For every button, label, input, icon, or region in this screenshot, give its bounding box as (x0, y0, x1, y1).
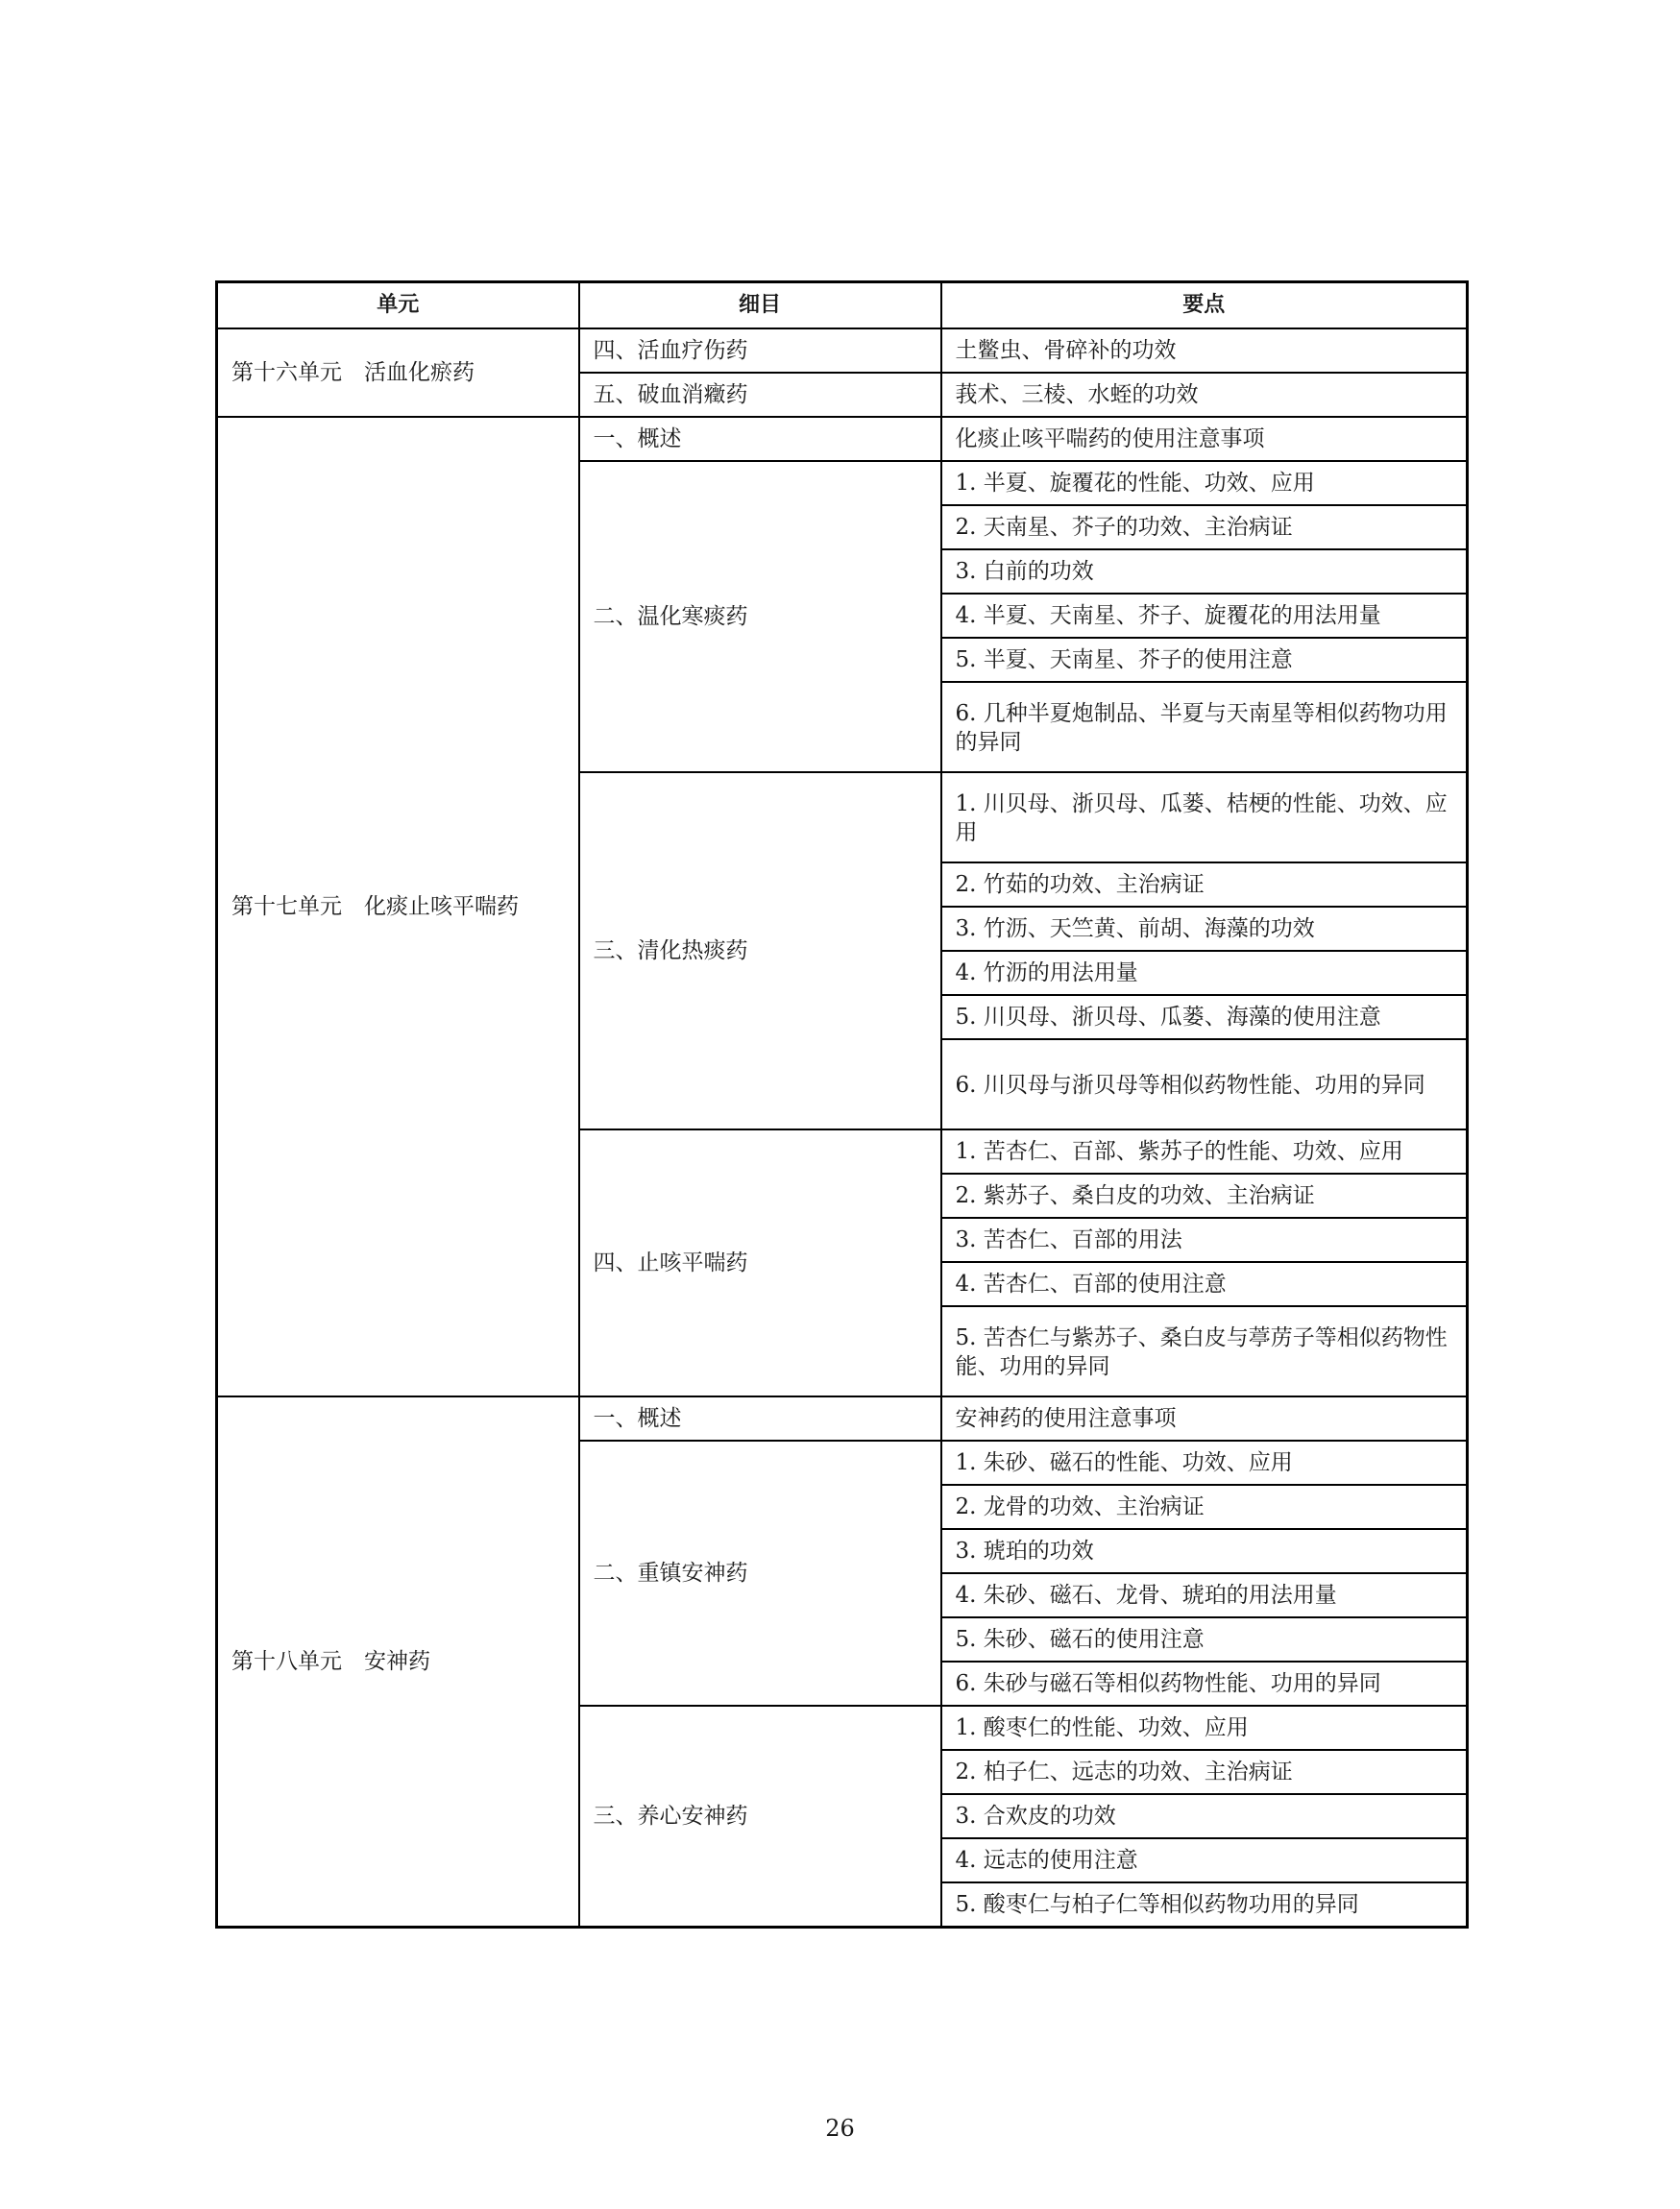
item-cell: 一、概述 (579, 417, 941, 461)
table-body (217, 328, 1468, 1928)
point-cell: 3. 白前的功效 (941, 549, 1468, 594)
point-cell: 1. 苦杏仁、百部、紫苏子的性能、功效、应用 (941, 1129, 1468, 1174)
table-row (217, 417, 1468, 461)
point-cell: 2. 紫苏子、桑白皮的功效、主治病证 (941, 1174, 1468, 1218)
point-cell: 3. 合欢皮的功效 (941, 1794, 1468, 1838)
point-cell: 安神药的使用注意事项 (941, 1396, 1468, 1441)
point-cell: 5. 半夏、天南星、芥子的使用注意 (941, 638, 1468, 682)
item-cell: 三、养心安神药 (579, 1706, 941, 1928)
point-cell: 2. 竹茹的功效、主治病证 (941, 862, 1468, 907)
point-cell: 3. 琥珀的功效 (941, 1529, 1468, 1573)
point-cell: 4. 远志的使用注意 (941, 1838, 1468, 1882)
item-cell: 四、止咳平喘药 (579, 1129, 941, 1396)
page-number: 26 (825, 2115, 855, 2142)
header-row (217, 282, 1468, 329)
item-cell: 三、清化热痰药 (579, 772, 941, 1129)
unit-cell: 第十七单元 化痰止咳平喘药 (217, 417, 579, 1396)
point-cell: 1. 酸枣仁的性能、功效、应用 (941, 1706, 1468, 1750)
item-cell: 四、活血疗伤药 (579, 328, 941, 373)
point-cell: 2. 天南星、芥子的功效、主治病证 (941, 505, 1468, 549)
syllabus-table (215, 280, 1469, 1929)
table-row (217, 1396, 1468, 1441)
header-unit: 单元 (217, 282, 579, 329)
point-cell: 土鳖虫、骨碎补的功效 (941, 328, 1468, 373)
table-row (217, 328, 1468, 373)
point-cell: 6. 朱砂与磁石等相似药物性能、功用的异同 (941, 1662, 1468, 1706)
point-cell: 化痰止咳平喘药的使用注意事项 (941, 417, 1468, 461)
item-cell: 二、重镇安神药 (579, 1441, 941, 1706)
header-point: 要点 (941, 282, 1468, 329)
point-cell: 3. 苦杏仁、百部的用法 (941, 1218, 1468, 1262)
point-cell: 6. 几种半夏炮制品、半夏与天南星等相似药物功用的异同 (941, 682, 1468, 772)
point-cell: 2. 龙骨的功效、主治病证 (941, 1485, 1468, 1529)
point-cell: 2. 柏子仁、远志的功效、主治病证 (941, 1750, 1468, 1794)
point-cell: 4. 朱砂、磁石、龙骨、琥珀的用法用量 (941, 1573, 1468, 1617)
point-cell: 4. 竹沥的用法用量 (941, 951, 1468, 995)
point-cell: 1. 朱砂、磁石的性能、功效、应用 (941, 1441, 1468, 1485)
item-cell: 五、破血消癥药 (579, 373, 941, 417)
point-cell: 1. 川贝母、浙贝母、瓜蒌、桔梗的性能、功效、应用 (941, 772, 1468, 862)
point-cell: 5. 苦杏仁与紫苏子、桑白皮与葶苈子等相似药物性能、功用的异同 (941, 1306, 1468, 1396)
item-cell: 一、概述 (579, 1396, 941, 1441)
point-cell: 4. 苦杏仁、百部的使用注意 (941, 1262, 1468, 1306)
point-cell: 莪术、三棱、水蛭的功效 (941, 373, 1468, 417)
point-cell: 1. 半夏、旋覆花的性能、功效、应用 (941, 461, 1468, 505)
point-cell: 3. 竹沥、天竺黄、前胡、海藻的功效 (941, 907, 1468, 951)
point-cell: 6. 川贝母与浙贝母等相似药物性能、功用的异同 (941, 1039, 1468, 1129)
point-cell: 5. 朱砂、磁石的使用注意 (941, 1617, 1468, 1662)
header-item: 细目 (579, 282, 941, 329)
point-cell: 5. 酸枣仁与柏子仁等相似药物功用的异同 (941, 1882, 1468, 1928)
unit-cell: 第十六单元 活血化瘀药 (217, 328, 579, 417)
item-cell: 二、温化寒痰药 (579, 461, 941, 772)
point-cell: 5. 川贝母、浙贝母、瓜蒌、海藻的使用注意 (941, 995, 1468, 1039)
point-cell: 4. 半夏、天南星、芥子、旋覆花的用法用量 (941, 594, 1468, 638)
unit-cell: 第十八单元 安神药 (217, 1396, 579, 1928)
